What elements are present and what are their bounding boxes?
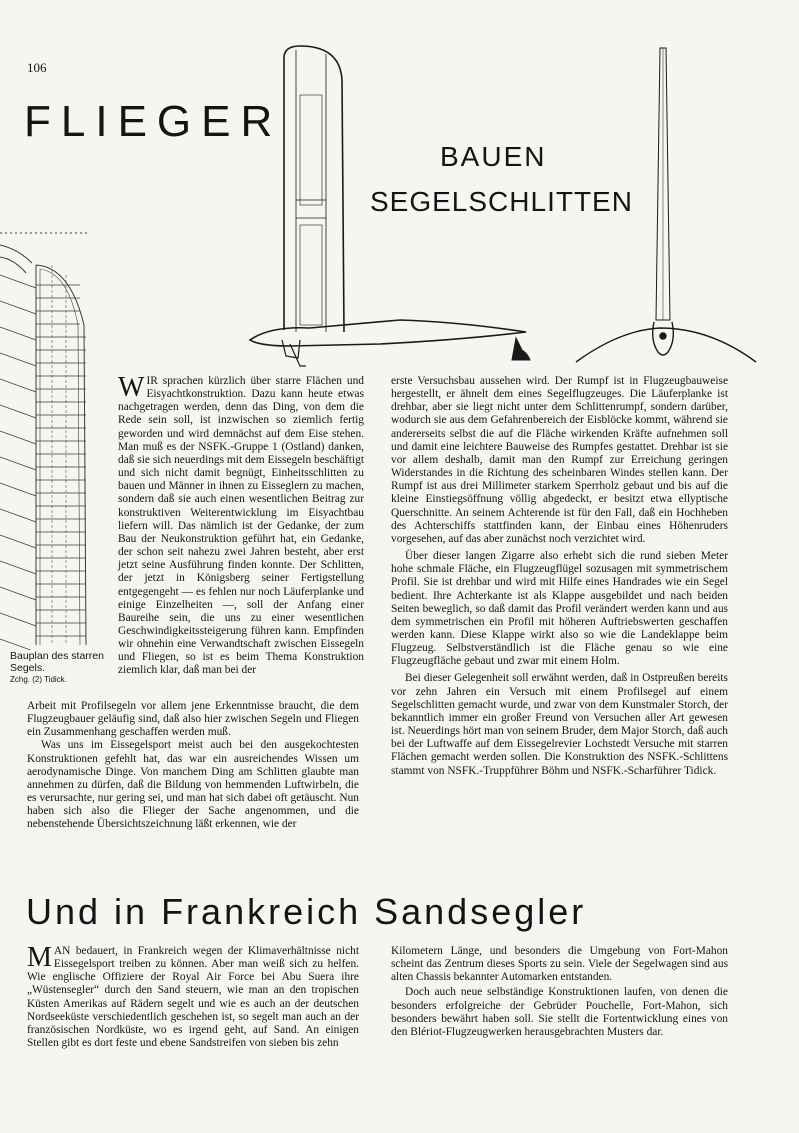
sail-plan-drawing [0,205,110,650]
dropcap-m: M [27,942,52,973]
article1-column2 [391,375,728,778]
article1-paragraph-5: Über dieser langen Zigarre also erhebt sich die rund sieben Meter hohe schmale Fläche, ein Flugzeugflügel sozusagen mit symmetrischem Profil. Sie ist drehbar und wird mit Hilfe eines Handrades wie ein Segel bedient. Ihre Achterkante ist als Klappe ausgebildet und nach beiden Seiten beweglich, so daß damit das Profil verändert werden kann und aus dem symmetrischen ein Profil mit höheren Auftriebswerten geschaffen werden kann. Diese Klappe wirkt also so wie die Landeklappe beim Flugzeug. Selbstverständlich ist die Fläche genau so wie eine Flugzeugfläche gebaut und zwar mit einem Holm. [391,550,728,668]
ice-yacht-side-view-drawing [230,40,540,370]
article2-heading: Und in Frankreich Sandsegler [26,891,587,932]
page-number: 106 [27,60,47,75]
article1-paragraph-4: erste Versuchsbau aussehen wird. Der Rumpf ist in Flugzeugbauweise hergestellt, er ähnelt dem eines Segelflugzeuges. Die Läuferplanke ist drehbar, aber sie liegt nicht unter dem Schlittenrumpf, sondern darüber, wodurch sie aus dem Gefahrenbereich der Eisblöcke kommt, während sie andererseits selbst die auf die Fläche wirkenden Kräfte aufnehmen soll und damit eine leichtere Bauweise des Rumpfes gestattet. Drehbar ist sie vor allem deshalb, damit man den Rumpf zur Erreichung geringen Widerstandes in die Richtung des scheinbaren Windes stellen kann. Der Rumpf ist aus drei Millimeter starkem Sperrholz gebaut und bis auf die kleine Einstiegsöffnung völlig abgedeckt, er besitzt etwa ellyptische Querschnitte. An seinem Achterende ist für den Fall, daß ein Hochheben des Achterschiffs stattfinden kann, der Einbau eines Höhenruders vorgesehen, auf das aber zunächst noch verzichtet wird. [391,375,728,545]
article2-column2 [391,945,728,1039]
article1-paragraph-6: Bei dieser Gelegenheit soll erwähnt werden, daß in Ostpreußen bereits vor zehn Jahren ein Versuch mit einem Profilsegel auf einem Segelschlitten gemacht wurde, und zwar von dem Kunstmaler Storch, der bekanntlich immer ein großer Freund von Versuchen aller Art gewesen ist. Neuerdings hört man von seinem Bruder, dem Major Storch, daß auch bei der Luftwaffe auf dem Eissegelrevier Lochstedt Versuche mit starren Flächen gemacht werden sollen. Die Konstruktion des NSFK.-Schlittens stammt von NSFK.-Truppführer Böhm und NSFK.-Scharführer Tidick. [391,672,728,777]
dropcap-w: W [118,372,145,403]
caption-credit: Zchg. (2) Tidick. [10,675,67,684]
caption-text: Bauplan des starren Segels. [10,650,104,674]
title-line-3: SEGELSCHLITTEN [370,186,633,217]
figure-caption [10,650,116,686]
title-line-2: BAUEN [440,141,547,172]
article1-paragraph-1: IR sprachen kürzlich über starre Flächen und Eisyachtkonstruktion. Dazu kann heute etwas nachgetragen werden, denn das Ding, von dem die Rede sein soll, ist inzwischen so ziemlich fertig geworden und wird demnächst auf dem Eise stehen. Man muß es der NSFK.-Gruppe 1 (Ostland) danken, daß sie sich neuerdings mit dem Eissegeln beschäftigt und sich nicht damit begnügt, Einheitsschlitten zu bauen und Männer in ihnen zu Eisseglern zu machen, sondern daß sie auch einen wesentlichen Beitrag zur konstruktiven Weiterentwicklung im Eisyachtbau liefern will. Das nämlich ist der Gedanke, der zum Bau der Neukonstruktion geführt hat, ein Gedanke, der schon seit nahezu zwei Jahren besteht, aber erst jetzt seine Ausführung finden konnte. Der Schlitten, der jetzt in Königsberg seiner Fertigstellung entgegengeht — es fehlen nur noch Läuferplanke und einige Einzelheiten —, soll der Anfang einer Baureihe sein, die uns zu einer wesentlichen Geschwindigkeitssteigerung führen kann. Empfinden wir ohnehin eine Verwandtschaft zwischen Eissegeln und Fliegen, so ist es beim Thema Konstruktion ziemlich klar, daß man bei der [118,375,364,677]
article1-column1-top [118,372,364,678]
article2-paragraph-1: AN bedauert, in Frankreich wegen der Klimaverhältnisse nicht Eissegelsport treiben zu können. Aber man weiß sich zu helfen. Wie englische Offiziere der Royal Air Force bei Abu Suera ihre „Wüstensegler“ durch den Sand steuern, wie man an den tropischen Küsten Amerikas auf Rädern segelt und wie es auch an der deutschen Nordseeküste verschiedentlich geschehen ist, so segelt man auch an der französischen Nordküste, wo es irgend geht, auf Sand. An einigen Stellen gibt es dort feste und ebene Sandstreifen von sieben bis zehn [27,945,359,1050]
article1-paragraph-2: Arbeit mit Profilsegeln vor allem jene Erkenntnisse braucht, die dem Flugzeugbauer geläufig sind, daß also hier zwischen Segeln und Fliegen ein Zusammenhang geschaffen werden muß. [27,700,359,739]
article2-paragraph-2: Kilometern Länge, und besonders die Umgebung von Fort-Mahon scheint das Zentrum dieses Sports zu sein. Viele der Segelwagen sind aus alten Chassis bekannter Automarken entstanden. [391,945,728,984]
article1-paragraph-3: Was uns im Eissegelsport meist auch bei den ausgekochtesten Konstruktionen gefehlt hat, das war ein ausreichendes Wissen um aerodynamische Dinge. Von manchem Ding am Schlitten glaubte man annehmen zu dürfen, daß die Bildung von hemmenden Luftwirbeln, die es verursachte, nur gering sei, und man hat sich dabei oft getäuscht. Nun haben sich also die Flieger der Sache angenommen, und die nebenstehende Übersichtszeichnung läßt erkennen, wie der [27,739,359,831]
ice-yacht-front-view-drawing [570,40,760,370]
title-line-1: FLIEGER [24,97,283,146]
article2-paragraph-3: Doch auch neue selbständige Konstruktionen laufen, von denen die besonders erfolgreiche der Gebrüder Pouchelle, Fort-Mahon, sich besonders bewährt haben soll. Sie stellt die Fortentwicklung eines von den Blériot-Flugzeugwerken herausgebrachten Musters dar. [391,986,728,1038]
article2-column1 [27,942,359,1050]
article1-column1-bottom [27,700,359,832]
